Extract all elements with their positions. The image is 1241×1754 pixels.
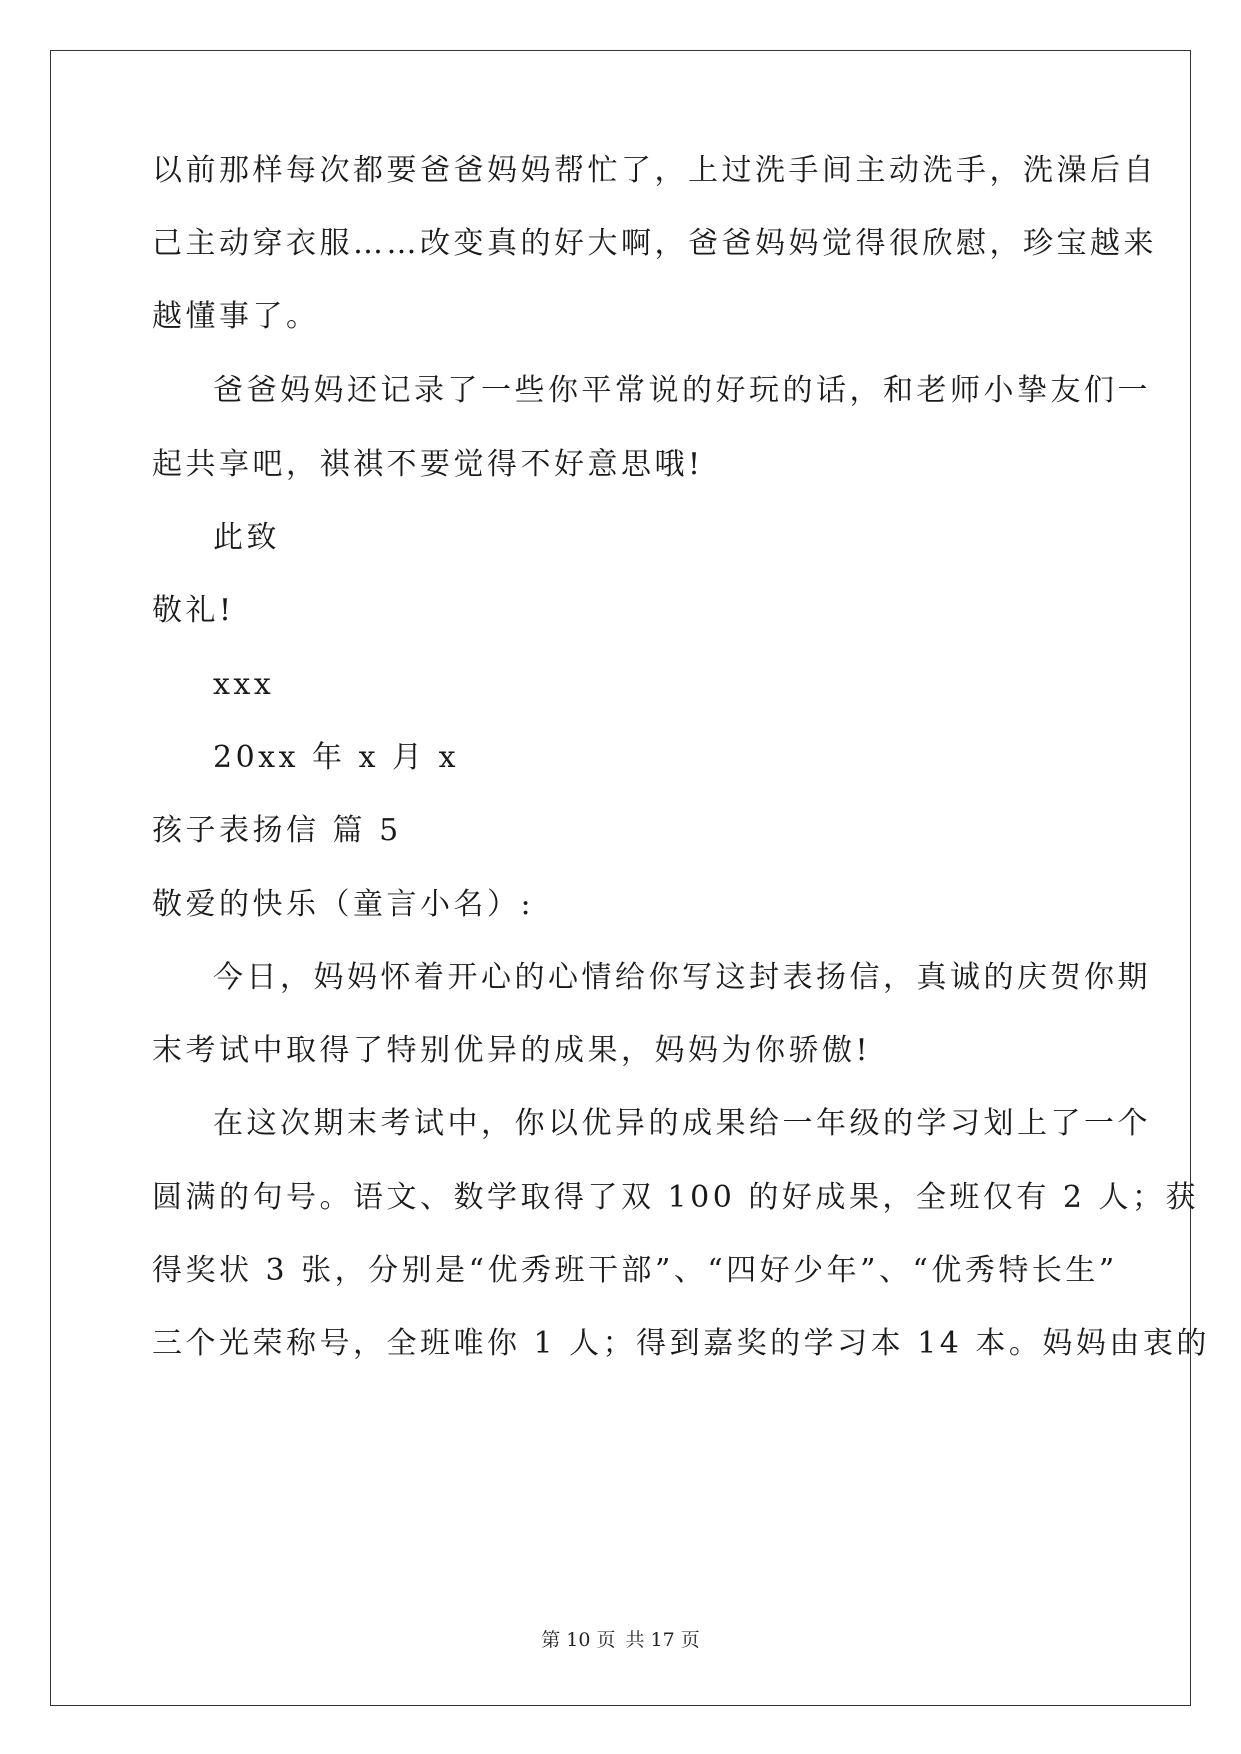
signature-date: 20xx 年 x 月 x [213,740,459,775]
text-line: 在这次期末考试中，你以优异的成果给一年级的学习划上了一个 [213,1106,1151,1141]
text-line: 今日，妈妈怀着开心的心情给你写这封表扬信，真诚的庆贺你期 [213,960,1151,995]
page-number: 第 10 页 [541,1629,616,1651]
text-line: 己主动穿衣服……改变真的好大啊，爸爸妈妈觉得很欣慰，珍宝越来 [152,226,1157,261]
greeting: 敬爱的快乐（童言小名）: [152,887,535,922]
text-line: 起共享吧，祺祺不要觉得不好意思哦! [152,447,704,482]
page-total: 共 17 页 [625,1629,700,1651]
text-line: 以前那样每次都要爸爸妈妈帮忙了，上过洗手间主动洗手，洗澡后自 [152,153,1157,188]
text-line: 越懂事了。 [152,299,320,334]
text-line: 三个光荣称号，全班唯你 1 人；得到嘉奖的学习本 14 本。妈妈由衷的 [152,1326,1210,1361]
text-line: 圆满的句号。语文、数学取得了双 100 的好成果，全班仅有 2 人；获 [152,1180,1199,1215]
signature-name: xxx [213,667,275,702]
closing-regards: 敬礼! [152,593,235,628]
closing-salutation: 此致 [213,520,280,555]
section-title: 孩子表扬信 篇 5 [152,813,402,848]
page-footer [0,1628,1241,1652]
text-line: 爸爸妈妈还记录了一些你平常说的好玩的话，和老师小挚友们一 [213,373,1151,408]
text-line: 末考试中取得了特别优异的成果，妈妈为你骄傲! [152,1033,872,1068]
text-line: 得奖状 3 张，分别是“优秀班干部”、“四好少年”、“优秀特长生” [152,1253,1118,1288]
